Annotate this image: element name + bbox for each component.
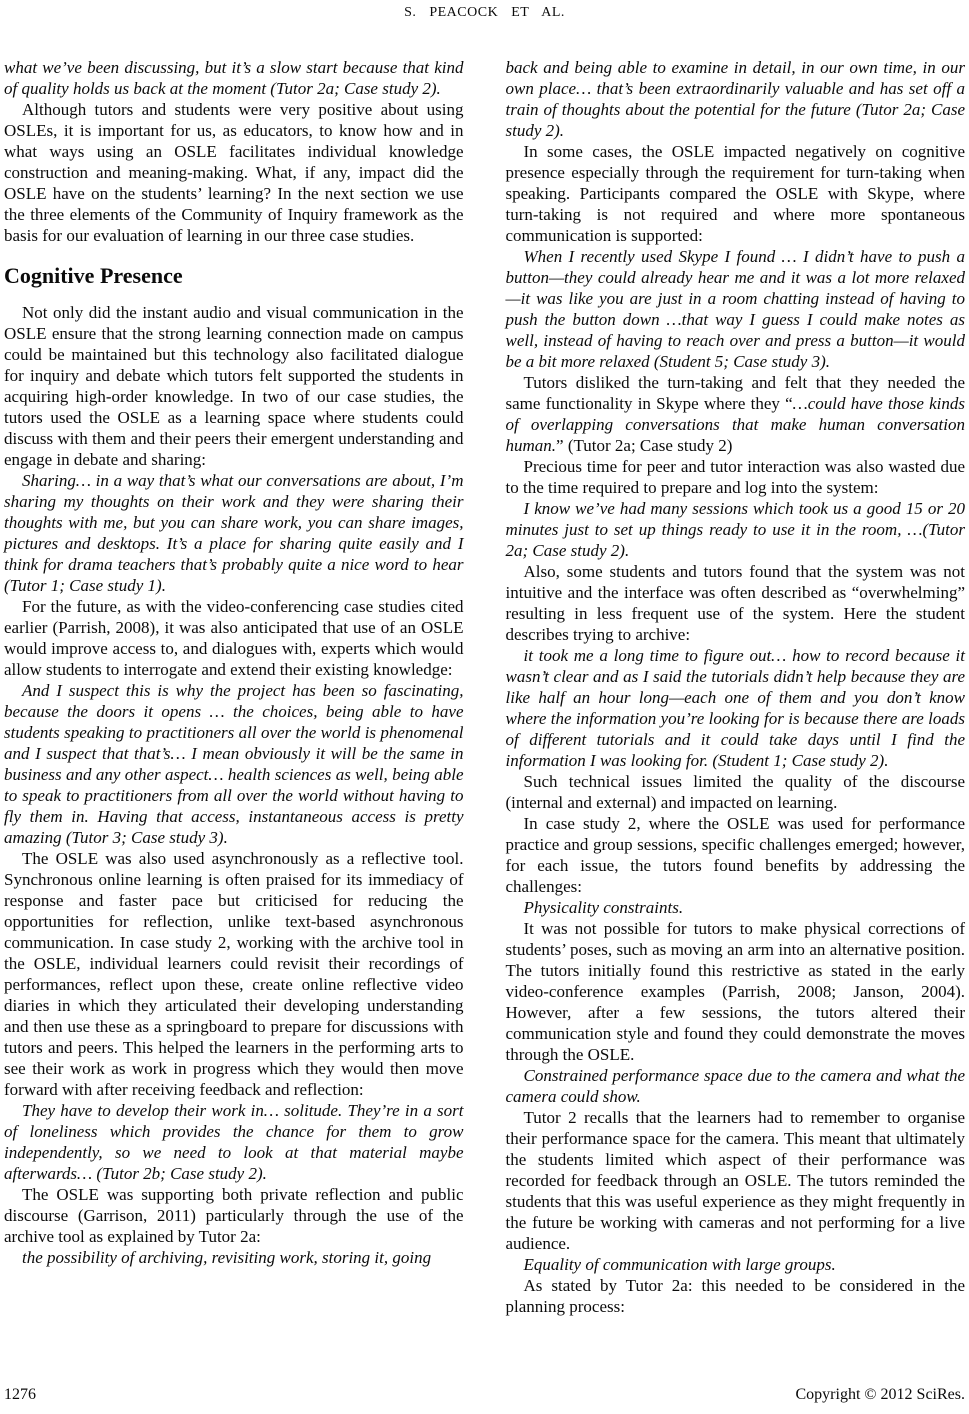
- quoted-text: They have to develop their work in… solitude. They’re in a sort of loneliness which provides the chance for them to grow independently, so we need to look at that material maybe afterwards… (Tutor 2b; Case study 2).: [4, 1101, 464, 1183]
- quoted-text: Constrained performance space due to the camera and what the camera could show.: [505, 1066, 965, 1106]
- quoted-text: it took me a long time to figure out… how to record because it wasn’t clear and as I said the tutorials didn’t help because they are like half an hour long—each one of them and you don’t know where the information you’re looking for is because there are loads of different tutorials and it could take days until I find the information I was looking for. (Student 1; Case study 2).: [505, 646, 965, 770]
- text-run: Precious time for peer and tutor interaction was also wasted due to the time required to prepare and log into the system:: [505, 457, 965, 497]
- body-paragraph: [4, 848, 464, 1100]
- page-footer: [4, 1386, 965, 1404]
- body-paragraph: [506, 561, 966, 645]
- text-run: ” (Tutor 2a; Case study 2): [556, 436, 733, 455]
- text-run: It was not possible for tutors to make physical corrections of students’ poses, such as moving an arm into an alternative position. The tutors initially found this restrictive as stated in the early video-conference examples (Parrish, 2008; Janson, 2004). However, after a few sessions, the tutors altered their communication style and found they could demonstrate the moves through the OSLE.: [505, 919, 965, 1064]
- quoted-text: what we’ve been discussing, but it’s a slow start because that kind of quality holds us back at the moment (Tutor 2a; Case study 2).: [4, 58, 464, 98]
- body-paragraph: [506, 372, 966, 456]
- body-paragraph: [4, 99, 464, 246]
- text-run: Although tutors and students were very positive about using OSLEs, it is important for us, as educators, to know how and in what ways using an OSLE facilitates individual knowledge construction and meaning-making. What, if any, impact did the OSLE have on the students’ learning? In the next section we use the three elements of the Community of Inquiry framework as the basis for our evaluation of learning in our three case studies.: [4, 100, 464, 245]
- body-paragraph: [506, 1107, 966, 1254]
- text-run: In some cases, the OSLE impacted negatively on cognitive presence especially through the requirement for turn-taking when speaking. Participants compared the OSLE with Skype, where turn-taking is not required and where more spontaneous communication is supported:: [505, 142, 965, 245]
- quote-paragraph: [506, 246, 966, 372]
- quote-paragraph: [506, 1065, 966, 1107]
- body-paragraph: [506, 771, 966, 813]
- body-paragraph: [4, 596, 464, 680]
- quoted-text: I know we’ve had many sessions which took us a good 15 or 20 minutes just to set up things ready to use it in the room, …(Tutor 2a; Case study 2).: [505, 499, 965, 560]
- quote-paragraph: [506, 897, 966, 918]
- text-run: In case study 2, where the OSLE was used for performance practice and group sessions, specific challenges emerged; however, for each issue, the tutors found benefits by addressing the challenges:: [505, 814, 965, 896]
- text-run: Such technical issues limited the quality of the discourse (internal and external) and impacted on learning.: [505, 772, 965, 812]
- body-paragraph: [506, 813, 966, 897]
- quote-paragraph: [4, 1247, 464, 1268]
- quoted-text: Equality of communication with large groups.: [523, 1255, 836, 1274]
- text-run: Tutor 2 recalls that the learners had to remember to organise their performance space for the camera. This meant that ultimately the students limited which aspect of their performance was recorded for feedback through an OSLE. The tutors reminded the students that this was useful experience as they might frequently in the future be working with cameras and not performing for a live audience.: [505, 1108, 965, 1253]
- section-heading: [4, 264, 464, 288]
- running-head: S. PEACOCK ET AL.: [404, 5, 565, 20]
- text-run: Also, some students and tutors found that the system was not intuitive and the interface was often described as “overwhelming” resulting in less frequent use of the system. Here the student describes trying to archive:: [505, 562, 965, 644]
- quoted-text: When I recently used Skype I found … I didn’t have to push a button—they could already hear me and it was a lot more relaxed—it was like you are just in a room chatting instead of having to push the button down …that way I guess I could make notes as well, instead of having to reach over and press a button—it would be a bit more relaxed (Student 5; Case study 3).: [505, 247, 965, 371]
- body-paragraph: [506, 456, 966, 498]
- body-paragraph: [4, 302, 464, 470]
- quote-paragraph: [506, 498, 966, 561]
- quote-paragraph: [506, 57, 966, 141]
- body-paragraph: [4, 1184, 464, 1247]
- text-run: For the future, as with the video-conferencing case studies cited earlier (Parrish, 2008), it was also anticipated that use of an OSLE would improve access to, and dialogues with, experts which would allow students to interrogate and extend their existing knowledge:: [4, 597, 464, 679]
- quoted-text: Sharing… in a way that’s what our conversations are about, I’m sharing my thoughts on their work and they were sharing their thoughts with me, but you can share work, you can share images, pictures and desktops. It’s a place for sharing quite easily and I think for drama teachers that’s probably quite a nice word to hear (Tutor 1; Case study 1).: [4, 471, 464, 595]
- body-paragraph: [506, 1275, 966, 1317]
- quote-paragraph: [4, 470, 464, 596]
- body-paragraph: [506, 141, 966, 246]
- quote-paragraph: [4, 1100, 464, 1184]
- quote-paragraph: [506, 645, 966, 771]
- text-run: Not only did the instant audio and visual communication in the OSLE ensure that the strong learning connection made on campus could be maintained but this technology also facilitated dialogue for inquiry and debate which tutors felt supported the students in acquiring high-order knowledge. In two of our case studies, the tutors used the OSLE as a learning space where students could discuss with them and their peers their emergent understanding and engage in debate and sharing:: [4, 303, 464, 469]
- right-column: [506, 57, 966, 1317]
- left-column: [4, 57, 464, 1317]
- quoted-text: the possibility of archiving, revisiting work, storing it, going: [22, 1248, 432, 1267]
- text-run: The OSLE was also used asynchronously as a reflective tool. Synchronous online learning is often praised for its immediacy of response and faster pace but criticised for reducing the opportunities for reflection, unlike text-based asynchronous communication. In case study 2, working with the archive tool in the OSLE, individual learners could revisit their recordings of performances, reflect upon these, create online reflective video diaries in which they articulated their developing understanding and then use these as a springboard to prepare for discussions with tutors and peers. This helped the learners in the performing arts to see their work as work in progress which they would then move forward with after receiving feedback and reflection:: [4, 849, 464, 1099]
- text-run: Tutors disliked the turn-taking and felt that they needed the same functionality in Skype where they “: [505, 373, 965, 413]
- quote-paragraph: [506, 1254, 966, 1275]
- two-column-body: [4, 57, 965, 1317]
- text-run: Cognitive Presence: [4, 263, 183, 288]
- text-run: The OSLE was supporting both private reflection and public discourse (Garrison, 2011) particularly through the use of the archive tool as explained by Tutor 2a:: [4, 1185, 464, 1246]
- quoted-text: back and being able to examine in detail, in our own time, in our own place… that’s been extraordinarily valuable and has set off a train of thoughts about the potential for the future (Tutor 2a; Case study 2).: [505, 58, 965, 140]
- quote-paragraph: [4, 57, 464, 99]
- quoted-text: Physicality constraints.: [523, 898, 684, 917]
- copyright-notice: Copyright © 2012 SciRes.: [795, 1386, 965, 1403]
- text-run: As stated by Tutor 2a: this needed to be considered in the planning process:: [505, 1276, 965, 1316]
- body-paragraph: [506, 918, 966, 1065]
- page-number: 1276: [4, 1386, 36, 1403]
- quoted-text: …could have those kinds of overlapping conversations that make human conversation human.: [505, 394, 965, 455]
- quoted-text: And I suspect this is why the project has been so fascinating, because the doors it opens … the choices, being able to have students speaking to practitioners all over the world is phenomenal and I suspect that that’s… I mean obviously it will be the same in business and any other aspect… health sciences as well, being able to speak to practitioners from all over the world without having to fly them in. Having that access, instantaneous access is pretty amazing (Tutor 3; Case study 3).: [4, 681, 464, 847]
- quote-paragraph: [4, 680, 464, 848]
